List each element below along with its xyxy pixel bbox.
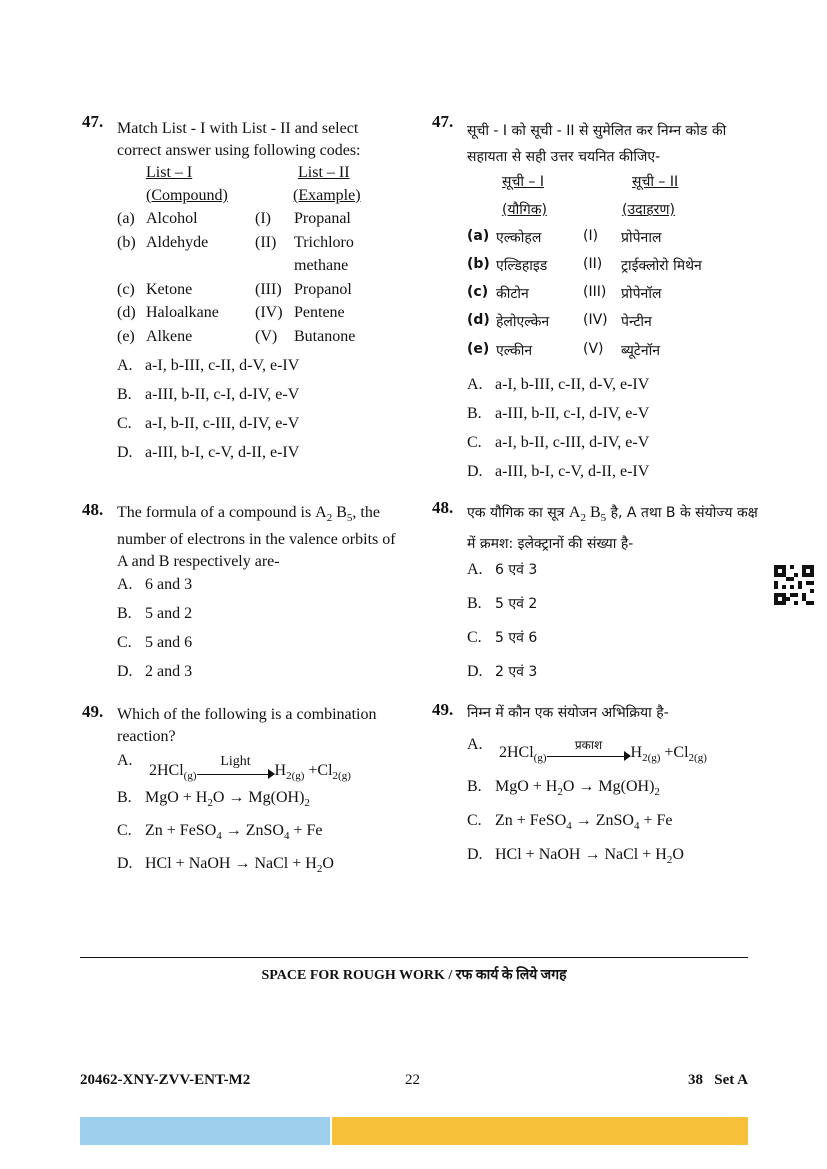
option-c[interactable]: C. Zn + FeSO$_4$ → ZnSO$_4$ + Fe <box>467 812 673 833</box>
option-b[interactable]: B. 5 and 2 <box>117 605 193 622</box>
question-number: 47. <box>82 112 104 131</box>
question-number: 49. <box>432 700 454 719</box>
list1-heading: सूची – I <box>502 174 545 190</box>
list1-heading: List – I <box>146 164 193 181</box>
page-number: 22 <box>405 1072 420 1088</box>
question-number: 47. <box>432 112 454 131</box>
question-text: The formula of a compound is $A_2$ $B_5$, the number of electrons in the valence orbits of A and B respectively are- <box>117 504 396 571</box>
set-label: 38 Set A <box>688 1072 748 1088</box>
arrow-label: प्रकाश <box>574 738 603 752</box>
question-48-en <box>82 500 402 680</box>
question-49-en <box>82 702 402 876</box>
question-number: 48. <box>82 500 104 519</box>
list2-subheading: (Example) <box>293 187 361 204</box>
footer-bar-blue <box>80 1117 330 1145</box>
option-c[interactable]: C. a-I, b-II, c-III, d-IV, e-V <box>117 415 300 432</box>
list2-heading: सूची – II <box>632 174 679 190</box>
option-d[interactable]: D. a-III, b-I, c-V, d-II, e-IV <box>117 444 300 461</box>
option-d[interactable]: D. 2 एवं 3 <box>467 663 538 680</box>
question-text: Match List - I with List - II and select correct answer using following codes: <box>117 120 361 159</box>
paper-code: 20462-XNY-ZVV-ENT-M2 <box>80 1072 251 1088</box>
option-b[interactable]: B. MgO + $H_2O \to Mg(OH)_2$ <box>117 789 310 810</box>
option-d[interactable]: D. HCl + NaOH → NaCl + $H_2O$ <box>117 855 334 876</box>
question-text: एक यौगिक का सूत्र $A_2$ $B_5$ है, A तथा B के संयोज्य कक्ष में क्रमश: इलेक्ट्रानों की संख्या है- <box>467 504 758 553</box>
rough-work-divider <box>80 957 748 958</box>
question-text: सूची - I को सूची - II से सुमेलित कर निम्न कोड की सहायता से सही उत्तर चयनित कीजिए- <box>467 123 727 165</box>
qr-code-icon <box>774 565 814 605</box>
question-number: 49. <box>82 702 104 721</box>
option-c[interactable]: C. a-I, b-II, c-III, d-IV, e-V <box>467 434 650 451</box>
option-a[interactable]: A. a-I, b-III, c-II, d-V, e-IV <box>467 376 650 393</box>
list1-subheading: (Compound) <box>146 187 228 204</box>
list1-subheading: (यौगिक) <box>502 202 547 218</box>
rough-work-label: SPACE FOR ROUGH WORK / रफ कार्य के लिये जगह <box>261 968 567 983</box>
option-c[interactable]: C. 5 and 6 <box>117 634 193 651</box>
option-a[interactable]: A. 6 and 3 <box>117 576 193 593</box>
footer-bar-yellow <box>332 1117 748 1145</box>
option-a[interactable]: A. 2HCl$_{(g)}$ Light $H_{2(g)} +Cl_{2(g)}$ <box>117 752 351 782</box>
question-48-hi <box>432 498 762 680</box>
option-a[interactable]: A. a-I, b-III, c-II, d-V, e-IV <box>117 357 300 374</box>
option-d[interactable]: D. 2 and 3 <box>117 663 193 680</box>
question-number: 48. <box>432 498 454 517</box>
option-b[interactable]: B. a-III, b-II, c-I, d-IV, e-V <box>467 405 650 422</box>
question-47-en: 47. Match List - I with List - II and select correct answer using following codes: List – I (Compound) List – II (Example) (a) Alcohol (I) Propanal (b) Aldehyde (II) Trichloro methane (c) Ketone (III) Propanol (d) Haloalkane (IV) Pentene (e) Alkene (V) Butanone A. a-I, b-III, c-II, d-V, e-IV B. a-III, b-II, c-I, d-IV, e-V C. a-I, b-II, c-III, d-IV, e-V D. a-III, b-I, c-V, d-II, e-IV <box>82 112 402 162</box>
option-c[interactable]: C. Zn + FeSO$_4$ → ZnSO$_4$ + Fe <box>117 822 323 843</box>
option-d[interactable]: D. HCl + NaOH → NaCl + $H_2O$ <box>467 846 684 867</box>
option-b[interactable]: B. 5 एवं 2 <box>467 595 538 612</box>
arrow-label: Light <box>220 754 251 769</box>
option-c[interactable]: C. 5 एवं 6 <box>467 629 538 646</box>
option-a[interactable]: A. 2HCl$_{(g)}$ प्रकाश $H_{2(g)} +Cl_{2(g)}$ <box>467 736 707 764</box>
question-text: निम्न में कौन एक संयोजन अभिक्रिया है- <box>467 705 669 721</box>
question-text: Which of the following is a combination reaction? <box>117 706 377 745</box>
option-a[interactable]: A. 6 एवं 3 <box>467 561 538 578</box>
option-b[interactable]: B. MgO + $H_2O \to Mg(OH)_2$ <box>467 778 660 799</box>
question-49-hi <box>432 700 762 867</box>
list2-heading: List – II <box>298 164 350 181</box>
option-d[interactable]: D. a-III, b-I, c-V, d-II, e-IV <box>467 463 650 480</box>
option-b[interactable]: B. a-III, b-II, c-I, d-IV, e-V <box>117 386 300 403</box>
list2-subheading: (उदाहरण) <box>622 202 675 218</box>
question-47-hi: 47. सूची - I को सूची - II से सुमेलित कर निम्न कोड की सहायता से सही उत्तर चयनित कीजिए- सूची – I (यौगिक) सूची – II (उदाहरण) (a) एल्कोहल (I) प्रोपेनाल (b) एल्डिहाइड (II) ट्राईक्लोरो मिथेन (c) कीटोन (III) प्रोपेनॉल (d) हेलोएल्केन (IV) पेन्टीन (e) एल्कीन (V) ब्यूटेनॉन A. a-I, b-III, c-II, d-V, e-IV B. a-III, b-II, c-I, d-IV, e-V C. a-I, b-II, c-III, d-IV, e-V D. a-III, b-I, c-V, d-II, e-IV <box>432 112 762 170</box>
